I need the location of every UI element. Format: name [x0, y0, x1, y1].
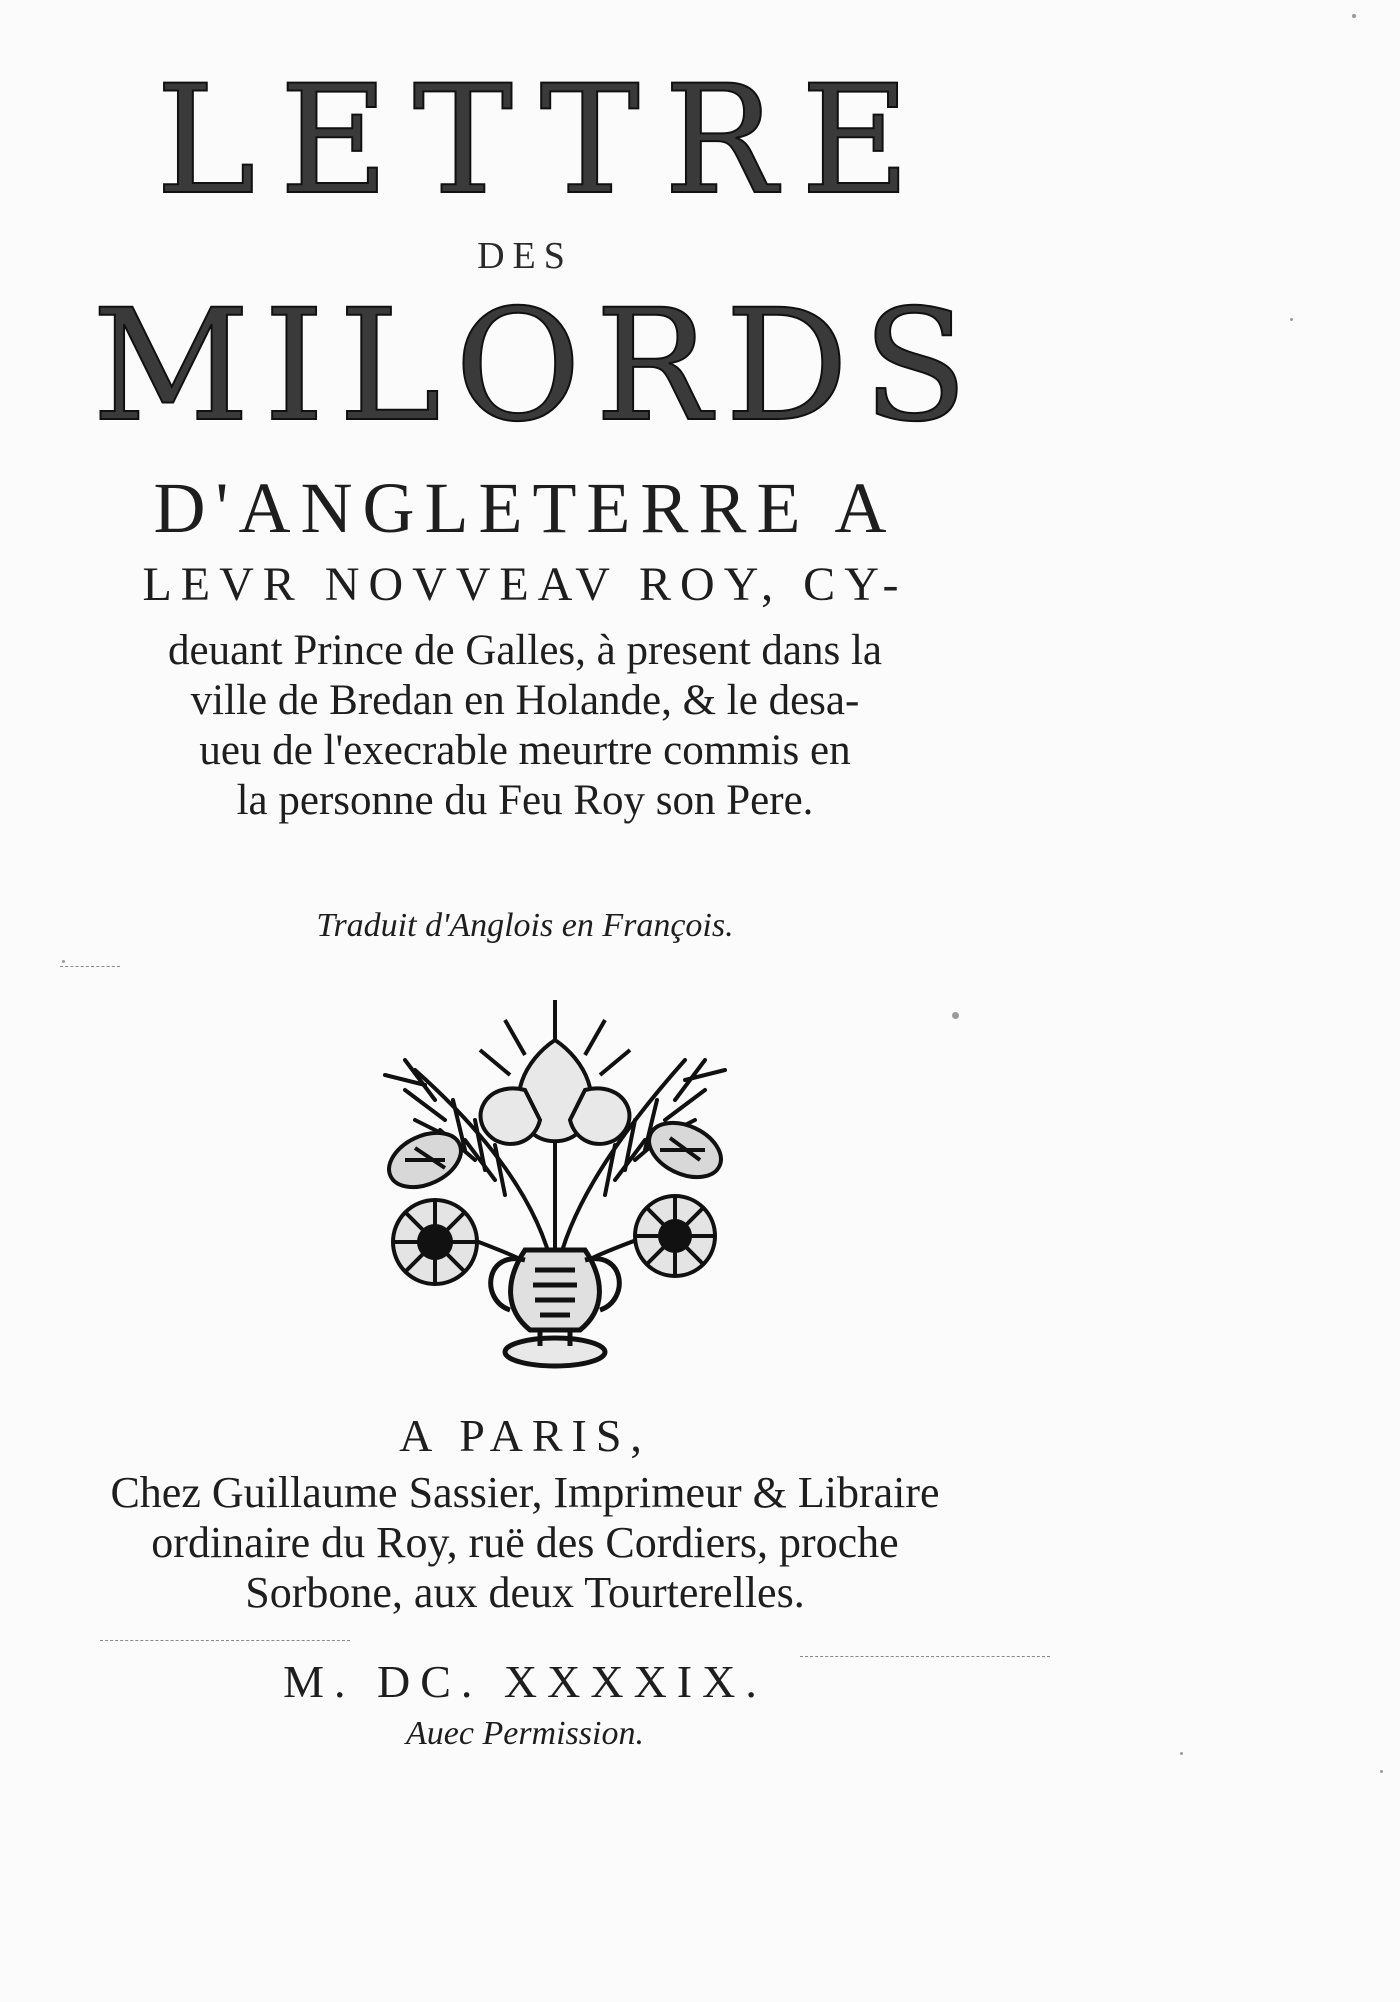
- title-body-line: ueu de l'execrable meurtre commis en: [199, 727, 851, 774]
- title-des: DES: [477, 235, 573, 277]
- title-leur-nouveau-roy: LEVR NOVVEAV ROY, CY-: [142, 558, 908, 611]
- title-body-line: la personne du Feu Roy son Pere.: [236, 777, 814, 824]
- imprint-printer: [0, 1468, 1050, 1618]
- permission-note: Auec Permission.: [406, 1715, 644, 1752]
- paper-speck: [1352, 14, 1356, 18]
- imprint-city: A PARIS,: [399, 1410, 651, 1461]
- translation-note: Traduit d'Anglois en François.: [316, 907, 734, 944]
- title-body: [0, 626, 1050, 826]
- imprint-rule-left: [100, 1640, 350, 1641]
- paper-speck: [952, 1012, 959, 1019]
- title-body-line: deuant Prince de Galles, à present dans la: [167, 627, 882, 674]
- title-body-line: ville de Bredan en Holande, & le desa-: [190, 677, 860, 724]
- paper-speck: [1290, 318, 1293, 321]
- title-dangleterre: D'ANGLETERRE A: [153, 468, 897, 548]
- paper-speck: [1180, 1752, 1183, 1755]
- imprint-date: M. DC. XXXXIX.: [283, 1656, 767, 1707]
- title-milords: MILORDS: [92, 277, 982, 456]
- flower-vase-woodcut-icon: [355, 980, 755, 1372]
- margin-rule: [60, 966, 120, 967]
- paper-speck: [62, 960, 65, 963]
- imprint-line: Chez Guillaume Sassier, Imprimeur & Libraire: [110, 1468, 940, 1517]
- imprint-line: ordinaire du Roy, ruë des Cordiers, proche: [151, 1518, 899, 1567]
- title-lettre: LETTRE: [155, 54, 935, 228]
- imprint-line: Sorbone, aux deux Tourterelles.: [245, 1568, 805, 1617]
- paper-speck: [1380, 1770, 1383, 1773]
